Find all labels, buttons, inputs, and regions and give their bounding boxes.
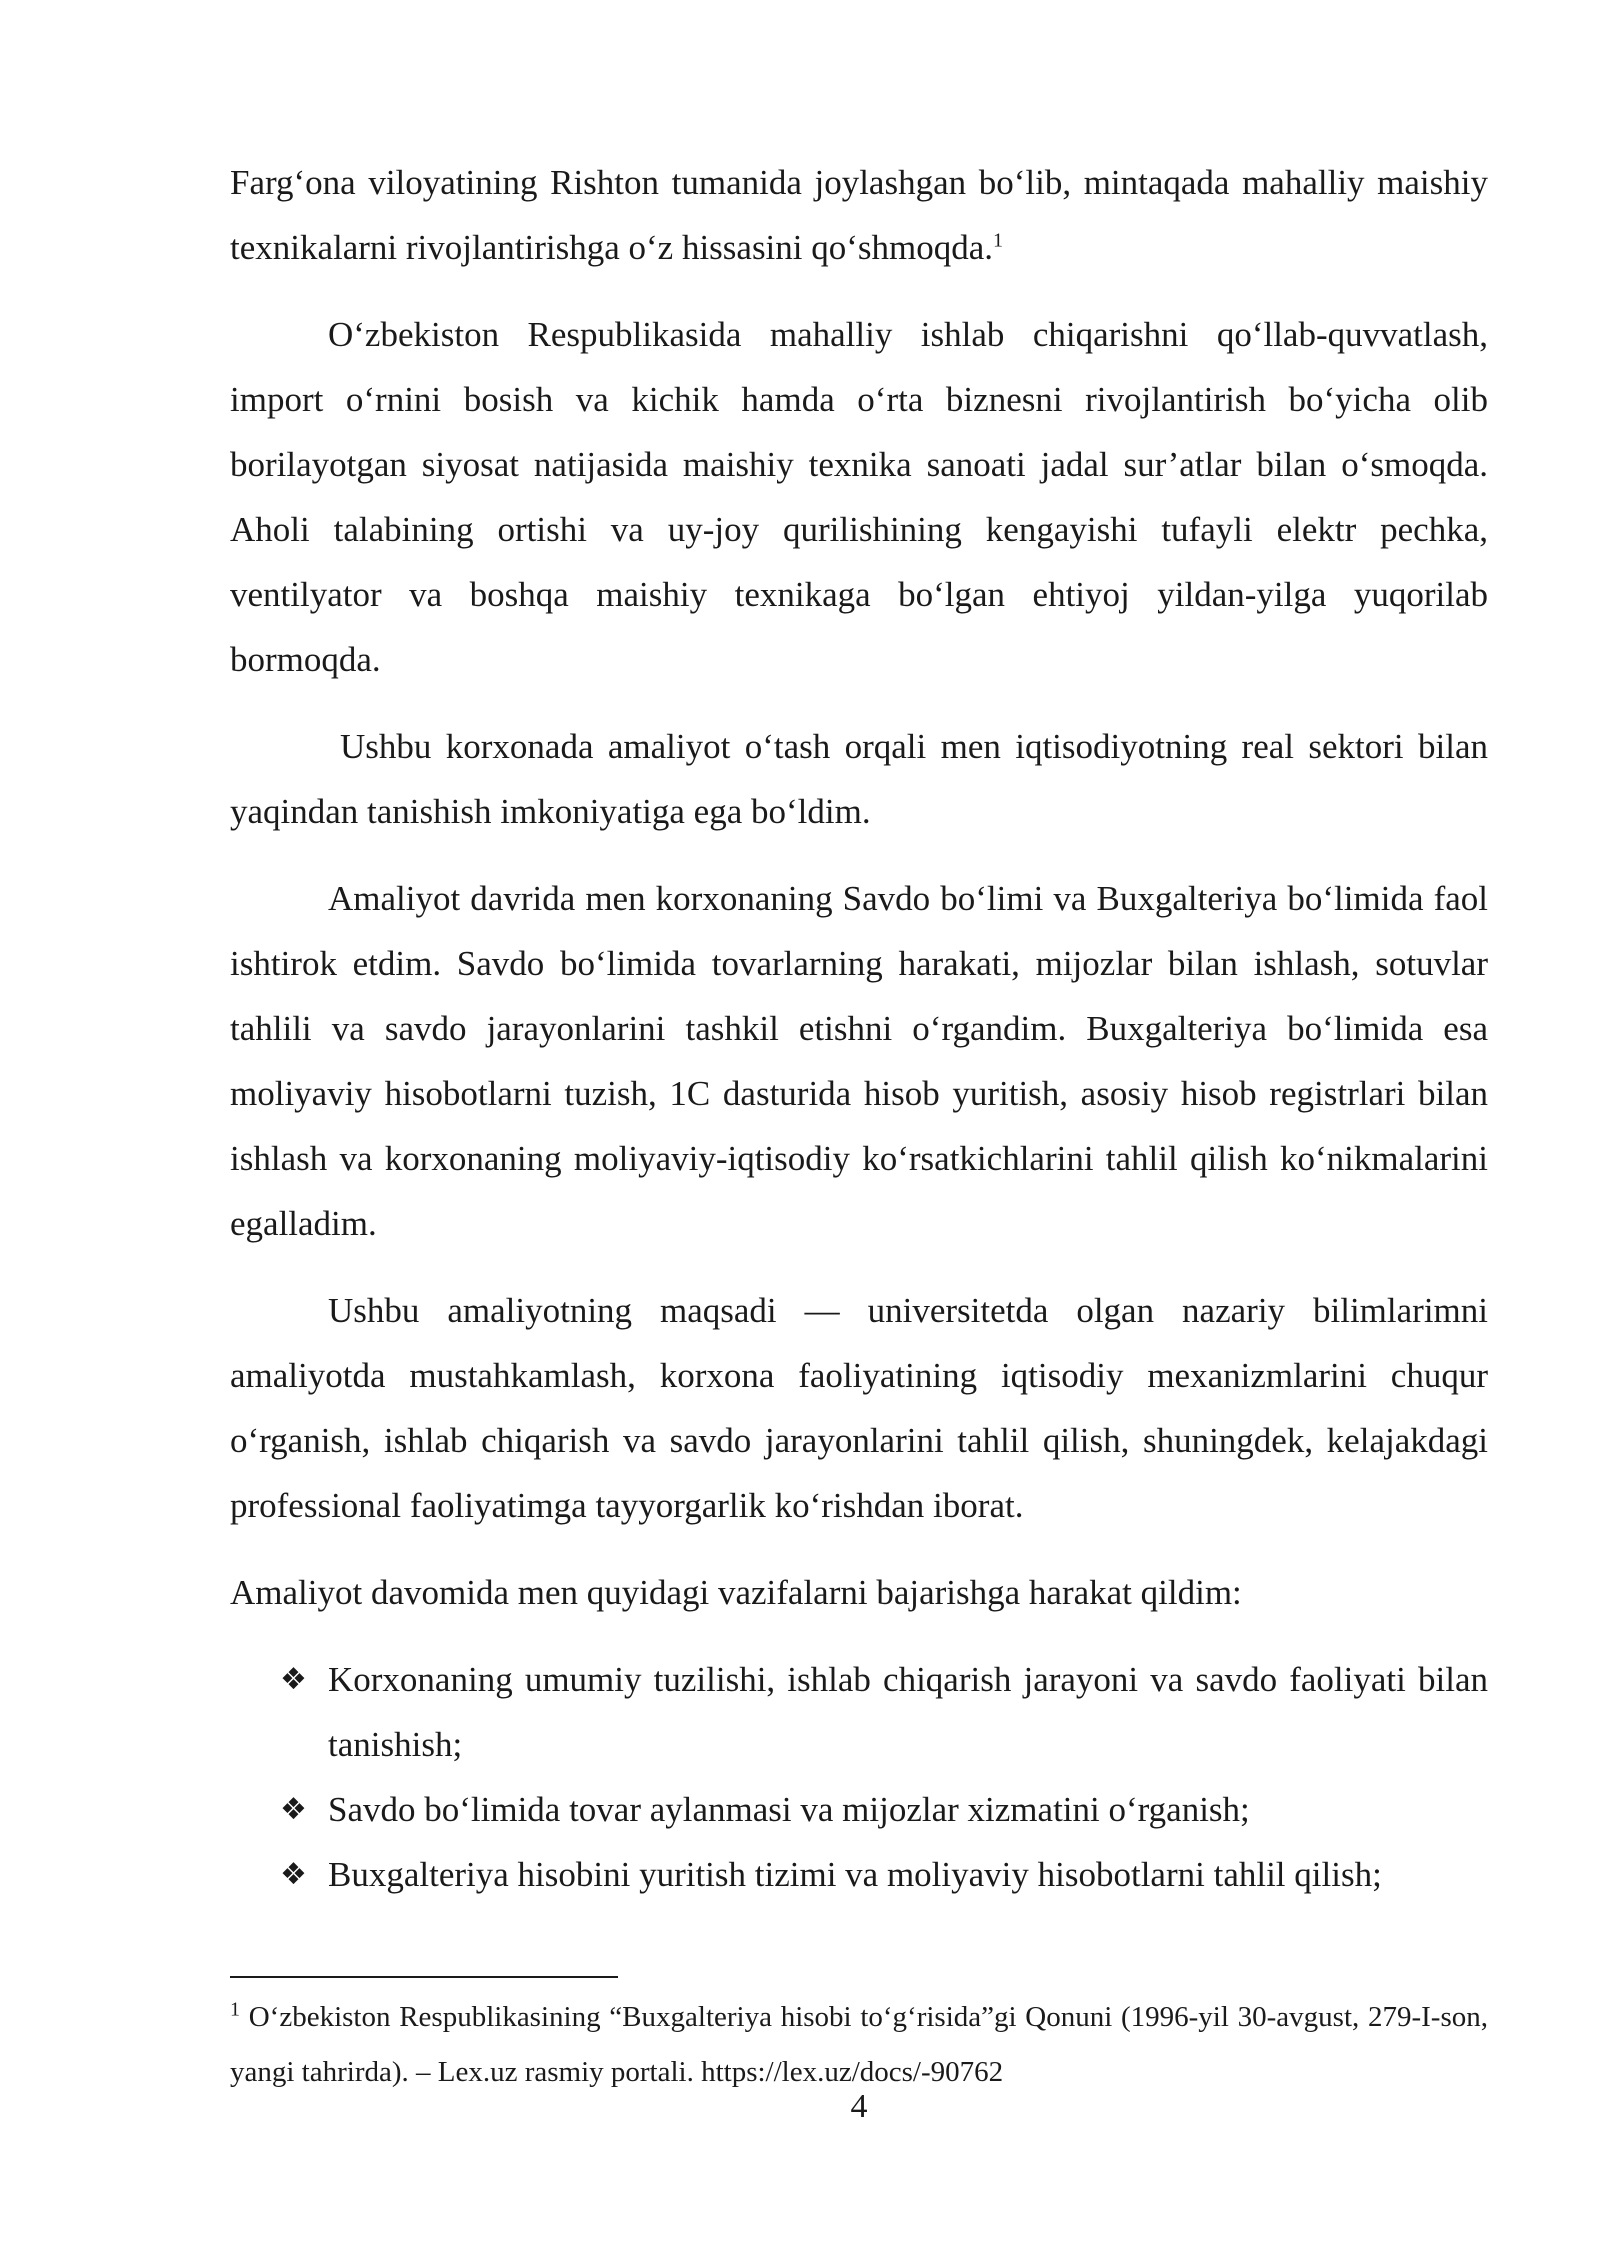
list-item (230, 1647, 1488, 1777)
paragraph-3: Ushbu korxonada amaliyot o‘tash orqali men iqtisodiyotning real sektori bilan yaqindan tanishish imkoniyatiga ega bo‘ldim. (230, 727, 1488, 831)
footnote-text: O‘zbekiston Respublikasining “Buxgalteriya hisobi to‘g‘risida”gi Qonuni (1996-yil 30-avgust, 279-I-son, yangi tahrirda). – Lex.uz rasmiy portali. https://lex.uz/docs/-90762 (230, 2001, 1488, 2088)
diamond-bullet-icon: ❖ (280, 1792, 307, 1827)
diamond-bullet-icon: ❖ (280, 1662, 307, 1697)
body-text (230, 150, 1488, 1907)
footnote-reference[interactable]: 1 (993, 229, 1004, 252)
task-list (230, 1647, 1488, 1907)
paragraph-4: Amaliyot davrida men korxonaning Savdo bo‘limi va Buxgalteriya bo‘limida faol ishtirok etdim. Savdo bo‘limida tovarlarning harakati, mijozlar bilan ishlash, sotuvlar tahlili va savdo jarayonlarini tashkil etishni o‘rgandim. Buxgalteriya bo‘limida esa moliyaviy hisobotlarni tuzish, 1C dasturida hisob yuritish, asosiy hisob registrlari bilan ishlash va korxonaning moliyaviy-iqtisodiy ko‘rsatkichlarini tahlil qilish ko‘nikmalarini egalladim. (230, 879, 1488, 1243)
paragraph-2: O‘zbekiston Respublikasida mahalliy ishlab chiqarishni qo‘llab-quvvatlash, import o‘rnini bosish va kichik hamda o‘rta biznesni rivojlantirish bo‘yicha olib borilayotgan siyosat natijasida maishiy texnika sanoati jadal sur’atlar bilan o‘smoqda. Aholi talabining ortishi va uy-joy qurilishining kengayishi tufayli elektr pechka, ventilyator va boshqa maishiy texnikaga bo‘lgan ehtiyoj yildan-yilga yuqorilab bormoqda. (230, 315, 1488, 679)
paragraph-5: Ushbu amaliyotning maqsadi — universitetda olgan nazariy bilimlarimni amaliyotda mustahkamlash, korxona faoliyatining iqtisodiy mexanizmlarini chuqur o‘rganish, ishlab chiqarish va savdo jarayonlarini tahlil qilish, shuningdek, kelajakdagi professional faoliyatimga tayyorgarlik ko‘rishdan iborat. (230, 1291, 1488, 1525)
list-item (230, 1777, 1488, 1842)
footnote (230, 1990, 1488, 2100)
paragraph-1-text: Farg‘ona viloyatining Rishton tumanida joylashgan bo‘lib, mintaqada mahalliy maishiy texnikalarni rivojlantirishga o‘z hissasini qo‘shmoqda. (230, 163, 1488, 267)
footnote-separator (230, 1976, 618, 1978)
list-item-text: Korxonaning umumiy tuzilishi, ishlab chiqarish jarayoni va savdo faoliyati bilan tanishish; (328, 1660, 1488, 1764)
footnote-marker: 1 (230, 1998, 240, 2021)
paragraph-1 (230, 150, 1488, 280)
list-item-text: Buxgalteriya hisobini yuritish tizimi va moliyaviy hisobotlarni tahlil qilish; (328, 1855, 1382, 1894)
paragraph-6: Amaliyot davomida men quyidagi vazifalarni bajarishga harakat qildim: (230, 1573, 1242, 1612)
list-item (230, 1842, 1488, 1907)
diamond-bullet-icon: ❖ (280, 1857, 307, 1892)
list-item-text: Savdo bo‘limida tovar aylanmasi va mijozlar xizmatini o‘rganish; (328, 1790, 1250, 1829)
page-number: 4 (850, 2088, 868, 2125)
